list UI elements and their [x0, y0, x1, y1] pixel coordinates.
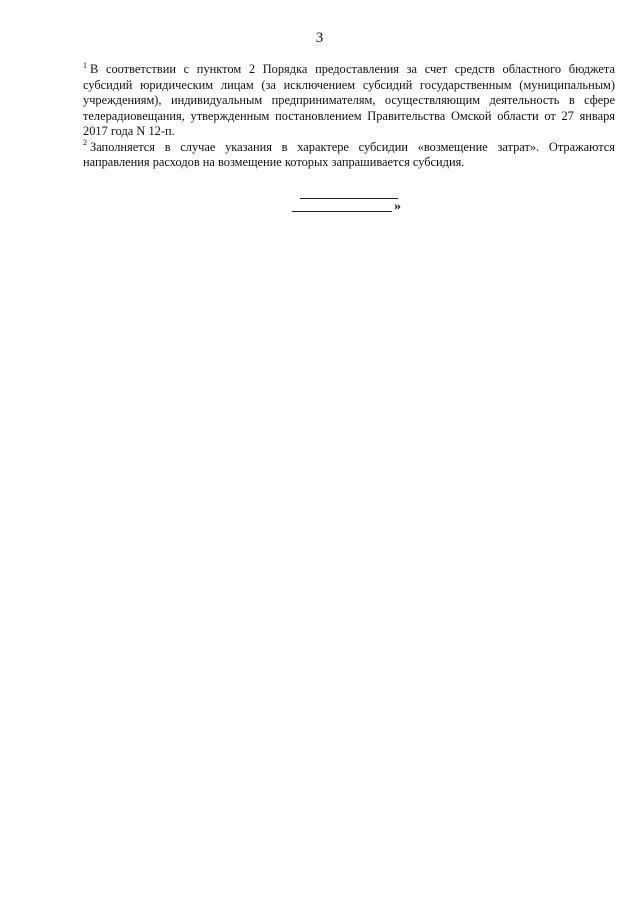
footnote-text: В соответствии с пунктом 2 Порядка предоставления за счет средств областного бюджета субсидий юридическим лицам (за исключением субсидий государственным (муниципальным) учреждениям), индивидуальным предпринимателям, осуществляющим деятельность в сфере телерадиовещания, утвержденным постановлением Правительства Омской области от 27 января 2017 года N 12-п. [83, 62, 615, 138]
footnote-1 [83, 62, 615, 140]
footnotes-block [83, 62, 615, 171]
separator-line [300, 198, 398, 199]
footnote-mark: 1 [83, 60, 87, 70]
footnote-mark: 2 [83, 138, 87, 148]
page-number: 3 [315, 30, 324, 46]
footnote-2 [83, 140, 615, 171]
closing-quote-mark: » [394, 199, 401, 214]
separator-line [292, 211, 392, 212]
footnote-text: Заполняется в случае указания в характере субсидии «возмещение затрат». Отражаются направления расходов на возмещение которых запрашивается субсидия. [83, 139, 615, 169]
